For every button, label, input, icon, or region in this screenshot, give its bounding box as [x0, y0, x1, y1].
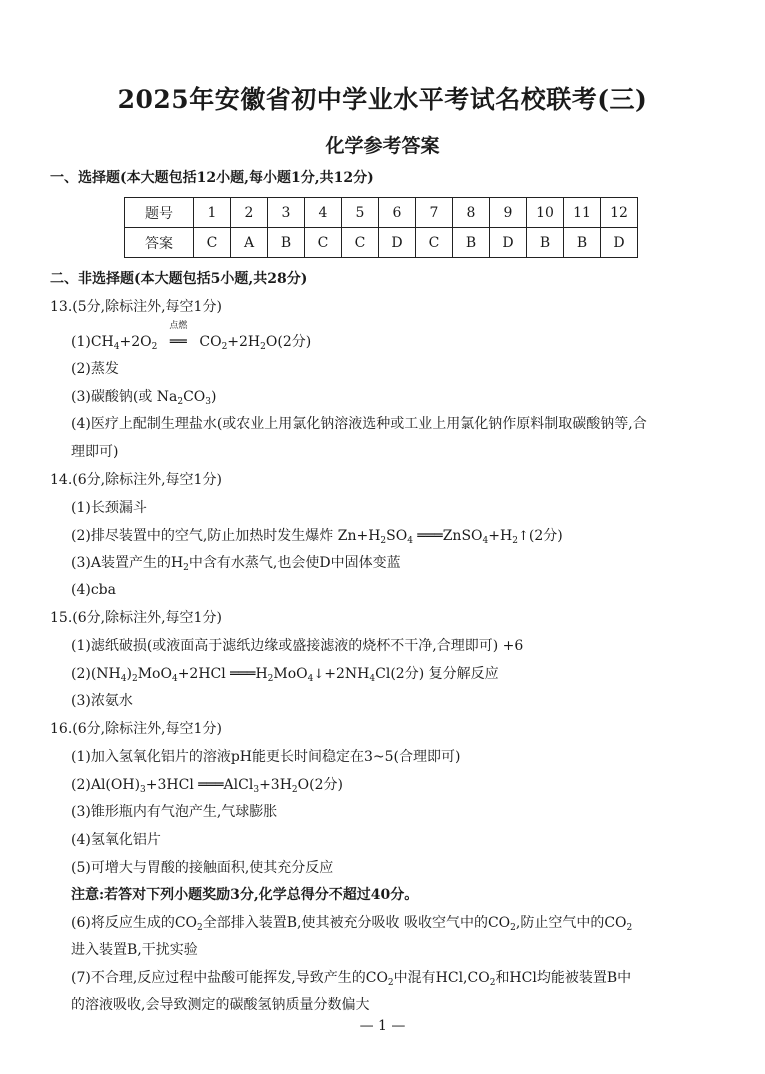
- table-cell: 10: [527, 198, 564, 228]
- q16-note: 注意:若答对下列小题奖励3分,化学总得分不超过40分。: [71, 887, 419, 903]
- q13-answer-4: (4)医疗上配制生理盐水(或农业上用氯化钠溶液选种或工业上用氯化钠作原料制取碳酸钠等,合: [71, 416, 647, 432]
- q13-header: 13.(5分,除标注外,每空1分): [50, 299, 222, 315]
- table-cell: C: [342, 228, 379, 258]
- table-cell: 8: [453, 198, 490, 228]
- q13-answer-2: (2)蒸发: [71, 361, 119, 377]
- answer-table: [124, 197, 638, 258]
- q16-answer-3: (3)锥形瓶内有气泡产生,气球膨胀: [71, 804, 278, 820]
- table-cell: 2: [231, 198, 268, 228]
- q13-answer-3: (3)碳酸钠(或 $Na_2CO_3$): [71, 389, 217, 407]
- page-subtitle: 化学参考答案: [325, 135, 440, 157]
- section-heading-choice: 一、选择题(本大题包括12小题,每小题1分,共12分): [50, 170, 374, 186]
- q14-answer-3: (3)A装置产生的$H_2$中含有水蒸气,也会使D中固体变蓝: [71, 555, 401, 573]
- q14-answer-4: (4)cba: [71, 582, 116, 598]
- q14-answer-2: (2)排尽装置中的空气,防止加热时发生爆炸 $Zn+H_2SO_4$ $═══ZnSO_4+H_2↑(2$分): [71, 528, 563, 546]
- table-cell: 9: [490, 198, 527, 228]
- q13-answer-1: $(1)CH_4+2O_2$ 点燃 ══ $CO_2+2H_2O(2$分): [71, 321, 312, 352]
- q14-header: 14.(6分,除标注外,每空1分): [50, 472, 222, 488]
- q15-answer-3: (3)浓氨水: [71, 693, 133, 709]
- q16-header: 16.(6分,除标注外,每空1分): [50, 721, 222, 737]
- q15-answer-1: (1)滤纸破损(或液面高于滤纸边缘或盛接滤液的烧杯不干净,合理即可) +6: [71, 638, 524, 654]
- table-cell: C: [416, 228, 453, 258]
- table-row-answers: [125, 228, 638, 258]
- q13-answer-4-cont: 理即可): [71, 444, 119, 460]
- q16-answer-6: (6)将反应生成的$CO_2$全部排入装置B,使其被充分吸收 吸收空气中的$CO_2$,防止空气中的$CO_2$: [71, 915, 633, 933]
- table-row-numbers: [125, 198, 638, 228]
- table-cell: B: [564, 228, 601, 258]
- table-cell: 11: [564, 198, 601, 228]
- q16-answer-4: (4)氢氧化铝片: [71, 832, 161, 848]
- table-cell: 12: [601, 198, 638, 228]
- table-cell: B: [268, 228, 305, 258]
- table-cell: 7: [416, 198, 453, 228]
- table-cell: B: [527, 228, 564, 258]
- q16-answer-7-cont: 的溶液吸收,会导致测定的碳酸氢钠质量分数偏大: [71, 997, 370, 1013]
- q16-answer-1: (1)加入氢氧化铝片的溶液pH能更长时间稳定在3~5(合理即可): [71, 749, 461, 765]
- row-header-numbers: 题号: [125, 198, 194, 228]
- table-cell: D: [601, 228, 638, 258]
- q16-answer-2: $(2)Al(OH)_3+3HCl$ $═══AlCl_3+3H_2O(2$分): [71, 777, 343, 795]
- q15-header: 15.(6分,除标注外,每空1分): [50, 610, 222, 626]
- table-cell: B: [453, 228, 490, 258]
- row-header-answers: 答案: [125, 228, 194, 258]
- reaction-condition: 点燃 ══: [169, 321, 188, 350]
- q16-answer-7: (7)不合理,反应过程中盐酸可能挥发,导致产生的$CO_2$中混有$HCl,CO_2$和HCl均能被装置B中: [71, 970, 632, 988]
- table-cell: D: [490, 228, 527, 258]
- q16-answer-5: (5)可增大与胃酸的接触面积,使其充分反应: [71, 860, 334, 876]
- table-cell: C: [305, 228, 342, 258]
- q15-answer-2: $(2)(NH_4)_2MoO_4+2HCl$ $═══H_2MoO_4↓+2NH_4Cl(2$分) 复分解反应: [71, 666, 499, 684]
- page-number: — 1 —: [359, 1018, 406, 1034]
- table-cell: A: [231, 228, 268, 258]
- table-cell: 4: [305, 198, 342, 228]
- table-cell: 3: [268, 198, 305, 228]
- q14-answer-1: (1)长颈漏斗: [71, 500, 147, 516]
- q16-answer-6-cont: 进入装置B,干扰实验: [71, 942, 198, 958]
- table-cell: 5: [342, 198, 379, 228]
- table-cell: C: [194, 228, 231, 258]
- section-heading-nonchoice: 二、非选择题(本大题包括5小题,共28分): [50, 271, 308, 287]
- table-cell: 1: [194, 198, 231, 228]
- table-cell: D: [379, 228, 416, 258]
- page-title: 2025年安徽省初中学业水平考试名校联考(三): [117, 85, 648, 114]
- table-cell: 6: [379, 198, 416, 228]
